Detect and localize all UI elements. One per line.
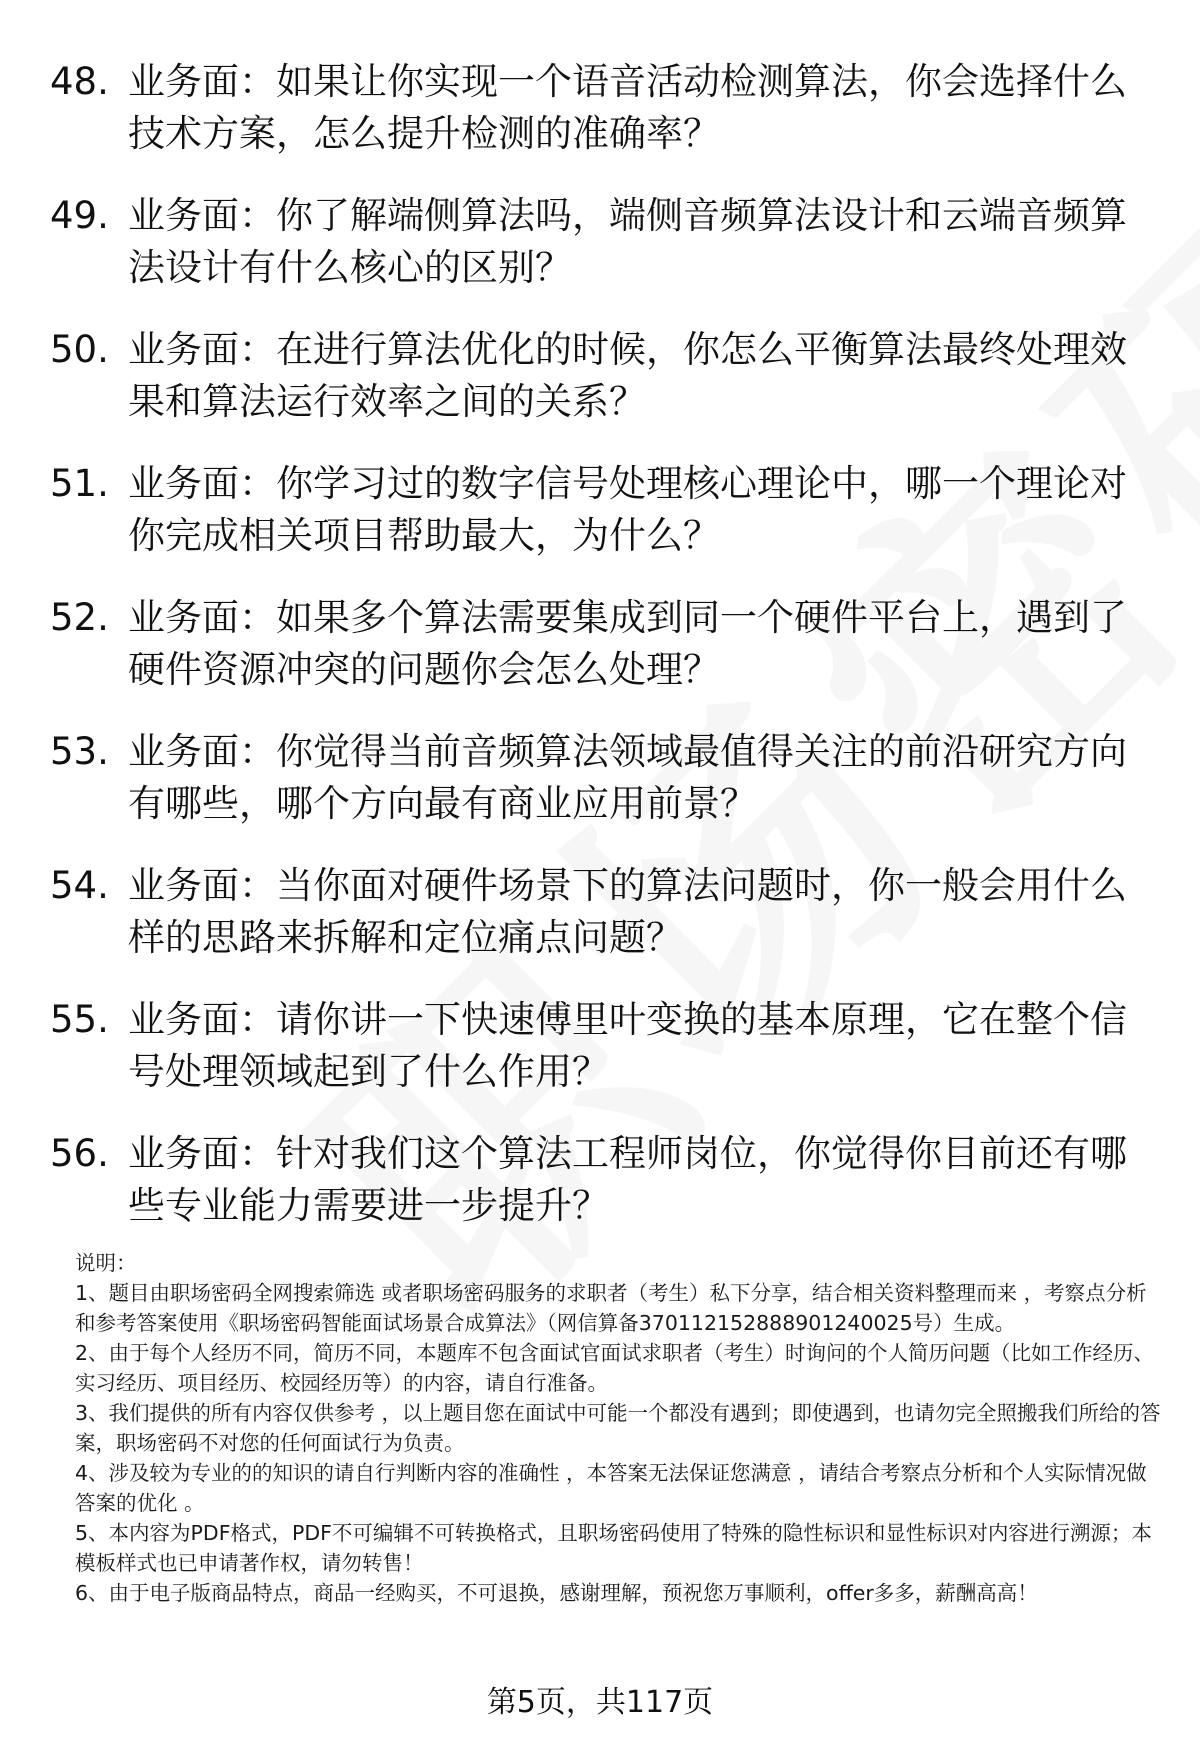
note-item: 6、由于电子版商品特点，商品一经购买，不可退换，感谢理解，预祝您万事顺利，offer多多，薪酬高高！: [75, 1581, 1038, 1605]
question-item: [50, 726, 1150, 830]
question-number: 51.: [50, 462, 109, 505]
question-list: [50, 56, 1150, 1262]
page-number: 第5页，共117页: [486, 1685, 714, 1720]
question-item: [50, 56, 1150, 160]
note-item: 3、我们提供的所有内容仅供参考 ，以上题目您在面试中可能一个都没有遇到；即使遇到，也请勿完全照搬我们所给的答案，职场密码不对您的任何面试行为负责。: [75, 1401, 1161, 1455]
question-text: 业务面：针对我们这个算法工程师岗位，你觉得你目前还有哪些专业能力需要进一步提升？: [128, 1132, 1127, 1227]
question-item: [50, 592, 1150, 696]
question-item: [50, 324, 1150, 428]
note-item: 5、本内容为PDF格式，PDF不可编辑不可转换格式，且职场密码使用了特殊的隐性标识和显性标识对内容进行溯源；本模板样式也已申请著作权，请勿转售！: [75, 1521, 1152, 1575]
note-item: 2、由于每个人经历不同，简历不同，本题库不包含面试官面试求职者（考生）时询问的个人简历问题（比如工作经历、实习经历、项目经历、校园经历等）的内容，请自行准备。: [75, 1341, 1155, 1395]
question-number: 49.: [50, 194, 109, 237]
notes-section: [75, 1248, 1165, 1608]
question-item: [50, 458, 1150, 562]
question-number: 56.: [50, 1132, 109, 1175]
question-text: 业务面：如果多个算法需要集成到同一个硬件平台上，遇到了硬件资源冲突的问题你会怎么处理？: [128, 596, 1127, 691]
question-number: 52.: [50, 596, 109, 639]
question-text: 业务面：请你讲一下快速傅里叶变换的基本原理，它在整个信号处理领域起到了什么作用？: [128, 998, 1127, 1093]
question-text: 业务面：当你面对硬件场景下的算法问题时，你一般会用什么样的思路来拆解和定位痛点问题？: [128, 864, 1127, 959]
question-text: 业务面：你学习过的数字信号处理核心理论中，哪一个理论对你完成相关项目帮助最大，为什么？: [128, 462, 1127, 557]
question-number: 55.: [50, 998, 109, 1041]
notes-title: 说明：: [75, 1251, 137, 1275]
question-text: 业务面：你觉得当前音频算法领域最值得关注的前沿研究方向有哪些，哪个方向最有商业应用前景？: [128, 730, 1127, 825]
question-text: 业务面：你了解端侧算法吗，端侧音频算法设计和云端音频算法设计有什么核心的区别？: [128, 194, 1127, 289]
question-item: [50, 190, 1150, 294]
question-item: [50, 1128, 1150, 1232]
question-number: 53.: [50, 730, 109, 773]
question-item: [50, 860, 1150, 964]
question-text: 业务面：如果让你实现一个语音活动检测算法，你会选择什么技术方案，怎么提升检测的准确率？: [128, 60, 1127, 155]
note-item: 4、涉及较为专业的的知识的请自行判断内容的准确性 ，本答案无法保证您满意 ，请结合考察点分析和个人实际情况做答案的优化 。: [75, 1461, 1147, 1515]
question-item: [50, 994, 1150, 1098]
question-text: 业务面：在进行算法优化的时候，你怎么平衡算法最终处理效果和算法运行效率之间的关系？: [128, 328, 1127, 423]
question-number: 48.: [50, 60, 109, 103]
question-number: 54.: [50, 864, 109, 907]
note-item: 1、题目由职场密码全网搜索筛选 或者职场密码服务的求职者（考生）私下分享，结合相关资料整理而来 ，考察点分析和参考答案使用《职场密码智能面试场景合成算法》（网信算备370112152888901240025号）生成。: [75, 1281, 1147, 1335]
question-number: 50.: [50, 328, 109, 371]
